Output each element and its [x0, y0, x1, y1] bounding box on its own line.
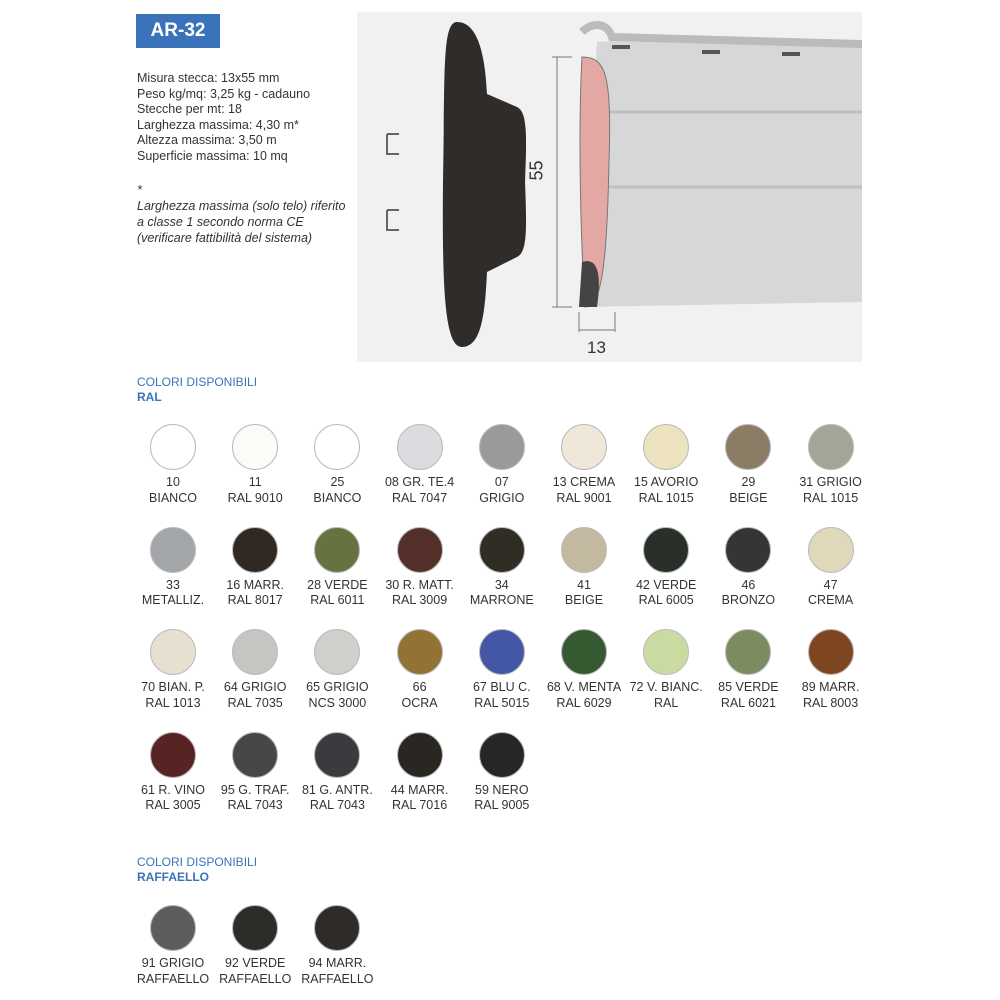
color-swatch [292, 424, 382, 506]
swatch-name: CREMA [808, 593, 854, 607]
swatch-code: 92 VERDE [224, 956, 286, 970]
color-circle [314, 629, 360, 675]
swatch-name: RAFFAELLO [136, 971, 210, 986]
color-circle [561, 527, 607, 573]
swatch-name: RAL 1013 [145, 695, 201, 710]
swatch-code: 95 G. TRAF. [220, 782, 290, 797]
color-circle [150, 905, 196, 951]
color-swatch [210, 732, 300, 814]
swatch-name: BIANCO [149, 490, 197, 505]
color-swatch [292, 527, 382, 609]
color-swatch [128, 905, 218, 987]
color-circle [150, 629, 196, 675]
swatch-name: BRONZO [721, 593, 776, 607]
color-circle [808, 527, 854, 573]
swatch-code: 10 [166, 475, 180, 489]
section-title: COLORI DISPONIBILI [137, 855, 258, 869]
swatch-name: RAL 9010 [227, 490, 283, 505]
swatch-code: 15 AVORIO [633, 475, 699, 489]
swatch-name: RAL 3005 [145, 798, 201, 812]
raffaello-section-heading [137, 855, 257, 885]
color-circle [232, 424, 278, 470]
color-swatch [375, 732, 465, 814]
spec-max-height: Altezza massima: 3,50 m [137, 133, 277, 147]
color-swatch [128, 629, 218, 711]
color-swatch [786, 424, 876, 506]
color-circle [808, 629, 854, 675]
height-dimension: 55 [526, 160, 547, 181]
color-swatch [539, 424, 629, 506]
color-swatch [210, 527, 300, 609]
color-circle [150, 424, 196, 470]
color-circle [397, 629, 443, 675]
swatch-code: 64 GRIGIO [223, 680, 287, 694]
color-swatch [128, 527, 218, 609]
color-circle [232, 629, 278, 675]
swatch-name: RAL 8017 [227, 593, 283, 607]
color-circle [314, 527, 360, 573]
swatch-name: BEIGE [564, 593, 604, 607]
swatch-name: RAFFAELLO [219, 971, 292, 986]
color-circle [397, 527, 443, 573]
product-image [357, 12, 862, 362]
swatch-name: RAL 7035 [227, 695, 283, 710]
swatch-code: 30 R. MATT. [385, 577, 454, 592]
color-swatch [375, 424, 465, 506]
swatch-name: RAL [654, 695, 679, 710]
color-swatch [292, 629, 382, 711]
swatch-code: 61 R. VINO [141, 782, 205, 797]
color-swatch [539, 629, 629, 711]
color-swatch [457, 629, 547, 711]
color-circle [479, 732, 525, 778]
spec-max-width: Larghezza massima: 4,30 m* [137, 117, 299, 132]
swatch-name: RAL 3009 [392, 593, 448, 607]
swatch-name: MARRONE [469, 593, 534, 607]
color-circle [561, 424, 607, 470]
swatch-name: RAFFAELLO [301, 971, 374, 986]
swatch-code: 47 [823, 577, 838, 592]
color-circle [232, 905, 278, 951]
section-subtitle: RAFFAELLO [137, 870, 209, 884]
color-circle [479, 629, 525, 675]
color-circle [561, 629, 607, 675]
swatch-code: 07 [494, 475, 509, 489]
swatch-name: RAL 7047 [392, 490, 448, 505]
swatch-name: RAL 6005 [638, 593, 694, 607]
color-circle [314, 424, 360, 470]
swatch-name: OCRA [401, 695, 438, 710]
color-circle [150, 732, 196, 778]
swatch-name: BEIGE [729, 490, 768, 505]
swatch-code: 70 BIAN. P. [141, 680, 205, 694]
color-swatch [703, 424, 793, 506]
spec-slats: Stecche per mt: 18 [137, 102, 242, 116]
swatch-name: RAL 7043 [227, 798, 283, 812]
color-swatch [292, 732, 382, 814]
color-swatch [539, 527, 629, 609]
color-swatch [621, 629, 711, 711]
swatch-name: RAL 5015 [474, 695, 530, 710]
color-circle [643, 629, 689, 675]
swatch-name: RAL 1015 [803, 490, 859, 505]
model-badge: AR-32 [136, 14, 220, 48]
swatch-code: 42 VERDE [635, 577, 697, 592]
spec-weight: Peso kg/mq: 3,25 kg - cadauno [137, 86, 311, 101]
swatch-code: 59 NERO [475, 782, 529, 797]
color-swatch [457, 424, 547, 506]
swatch-name: BIANCO [313, 490, 362, 505]
swatch-name: RAL 6021 [720, 695, 776, 710]
color-swatch [703, 527, 793, 609]
color-swatch [786, 527, 876, 609]
swatch-code: 91 GRIGIO [141, 956, 205, 970]
swatch-code: 34 [494, 577, 509, 592]
swatch-name: RAL 7043 [309, 798, 365, 812]
color-circle [725, 424, 771, 470]
swatch-code: 41 [577, 577, 591, 592]
color-swatch [210, 629, 300, 711]
color-swatch [621, 424, 711, 506]
color-circle [397, 732, 443, 778]
spec-size: Misura stecca: 13x55 mm [137, 71, 280, 85]
swatch-code: 29 [741, 475, 756, 489]
color-swatch [375, 629, 465, 711]
swatch-code: 66 [412, 680, 427, 694]
color-circle [643, 424, 689, 470]
swatch-name: RAL 9005 [474, 798, 530, 812]
swatch-code: 16 MARR. [226, 577, 285, 592]
swatch-code: 25 [330, 475, 345, 489]
color-swatch [375, 527, 465, 609]
swatch-name: RAL 6011 [310, 593, 365, 607]
color-circle [808, 424, 854, 470]
swatch-name: RAL 6029 [556, 695, 612, 710]
color-swatch [128, 732, 218, 814]
spec-max-area: Superficie massima: 10 mq [137, 148, 288, 163]
color-swatch [621, 527, 711, 609]
color-swatch [210, 424, 300, 506]
swatch-name: GRIGIO [479, 490, 525, 505]
swatch-code: 67 BLU C. [472, 680, 531, 694]
width-dimension: 13 [587, 338, 606, 357]
swatch-name: RAL 9001 [556, 490, 612, 505]
color-swatch [457, 527, 547, 609]
color-circle [314, 905, 360, 951]
ral-section-heading [137, 375, 257, 405]
swatch-name: NCS 3000 [308, 695, 367, 710]
color-swatch [457, 732, 547, 814]
color-circle [232, 527, 278, 573]
color-swatch [210, 905, 300, 987]
swatch-code: 31 GRIGIO [799, 475, 862, 489]
color-circle [314, 732, 360, 778]
swatch-code: 46 [741, 577, 756, 592]
section-subtitle: RAL [137, 390, 162, 404]
color-circle [150, 527, 196, 573]
swatch-code: 65 GRIGIO [306, 680, 369, 694]
swatch-code: 13 CREMA [552, 475, 616, 489]
swatch-name: RAL 8003 [803, 695, 859, 710]
swatch-name: RAL 7016 [392, 798, 448, 812]
swatch-code: 11 [248, 475, 262, 489]
swatch-code: 28 VERDE [307, 577, 368, 592]
color-circle [479, 527, 525, 573]
color-circle [643, 527, 689, 573]
swatch-code: 08 GR. TE.4 [384, 475, 455, 489]
color-circle [725, 527, 771, 573]
color-circle [479, 424, 525, 470]
color-circle [397, 424, 443, 470]
color-circle [725, 629, 771, 675]
color-swatch [292, 905, 382, 987]
swatch-name: RAL 1015 [638, 490, 694, 505]
color-swatch [128, 424, 218, 506]
swatch-code: 89 MARR. [801, 680, 860, 694]
swatch-code: 72 V. BIANC. [629, 680, 703, 694]
footnote-marker: * [137, 183, 142, 197]
swatch-name: METALLIZ. [141, 593, 205, 607]
swatch-code: 81 G. ANTR. [301, 782, 373, 797]
footnote-text: Larghezza massima (solo telo) riferito a classe 1 secondo norma CE (verificare fattibilità del sistema) [137, 199, 346, 245]
color-swatch [786, 629, 876, 711]
footnote [137, 182, 347, 246]
swatch-code: 44 MARR. [390, 782, 449, 797]
swatch-code: 33 [166, 577, 180, 592]
swatch-code: 85 VERDE [718, 680, 779, 694]
swatch-code: 68 V. MENTA [546, 680, 622, 694]
color-circle [232, 732, 278, 778]
color-swatch [703, 629, 793, 711]
swatch-code: 94 MARR. [308, 956, 367, 970]
section-title: COLORI DISPONIBILI [137, 375, 258, 389]
spec-list [137, 71, 310, 164]
